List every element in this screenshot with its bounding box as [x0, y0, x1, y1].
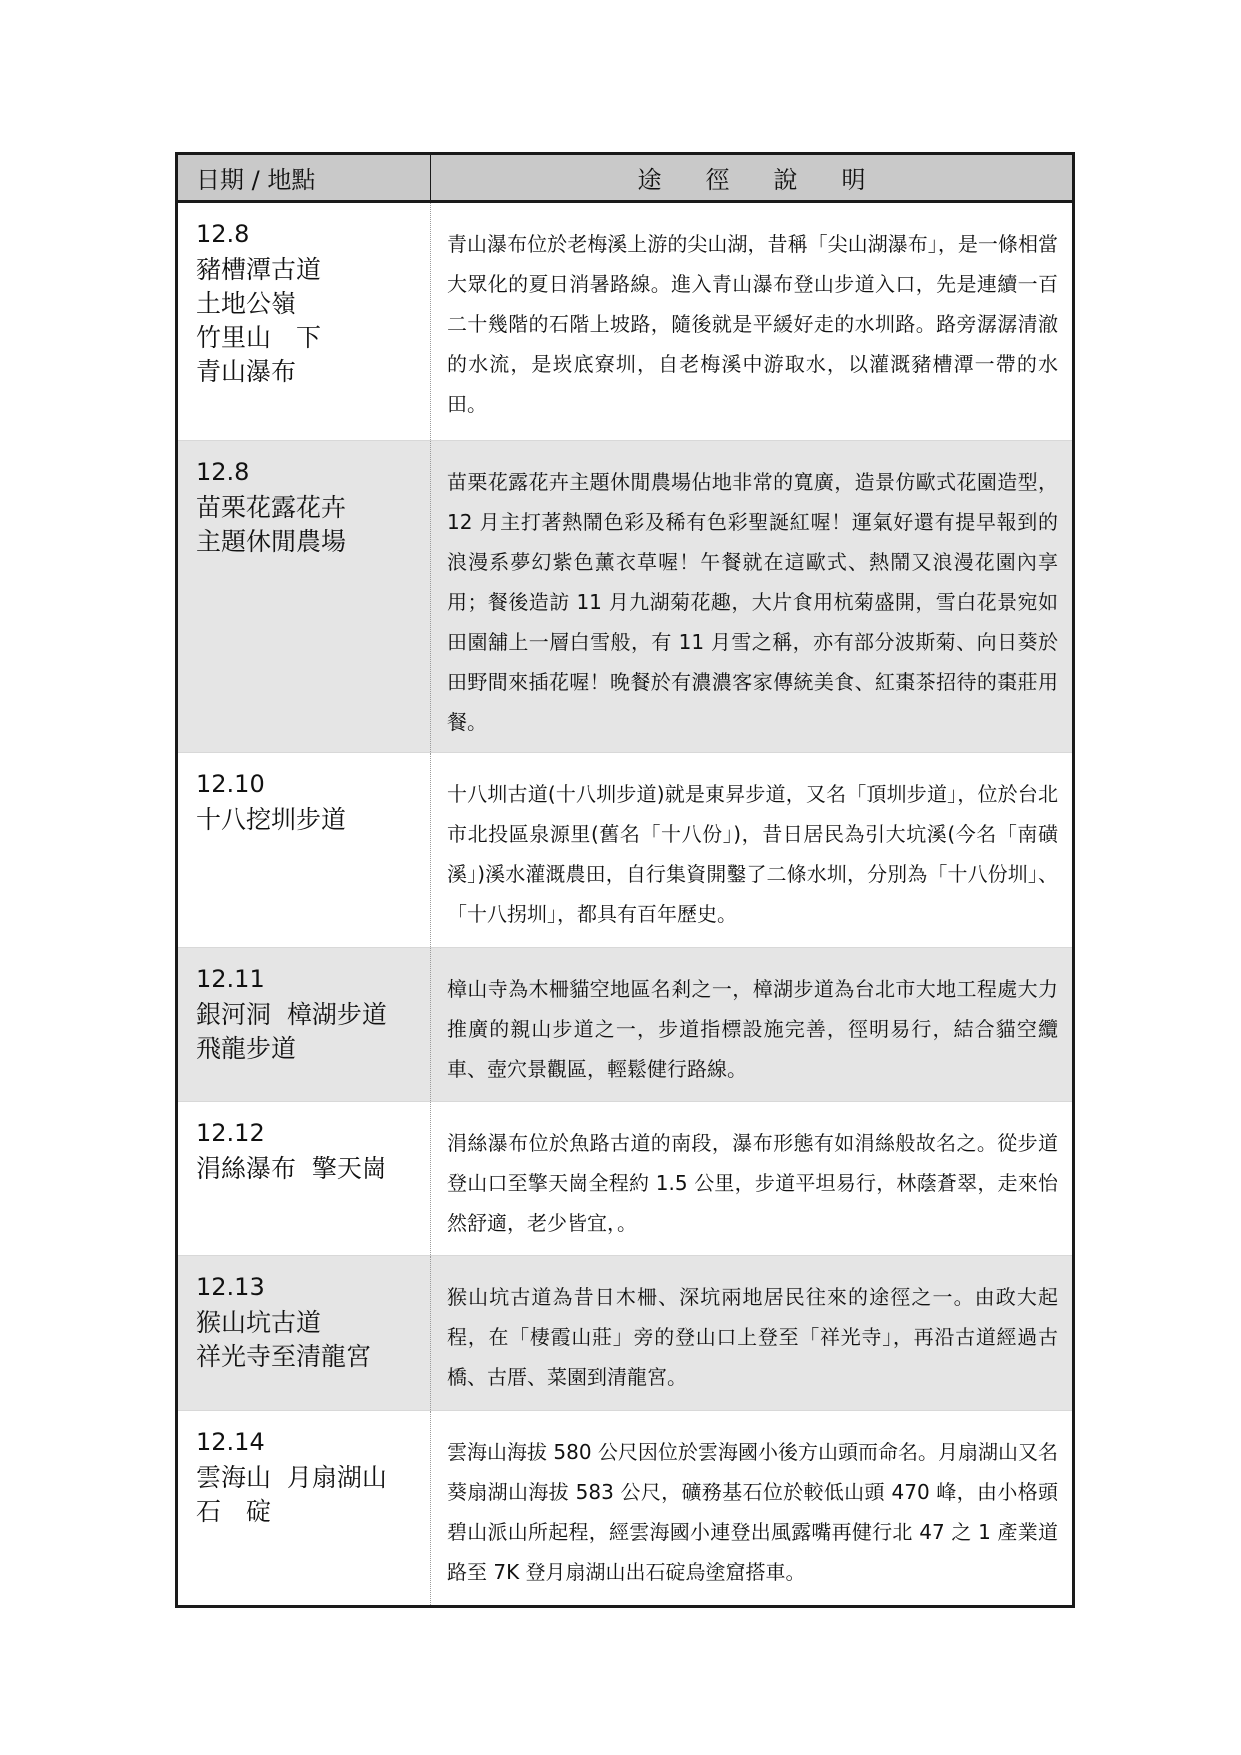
row-description: 雲海山海拔 580 公尺因位於雲海國小後方山頭而命名。月扇湖山又名葵扇湖山海拔 583 公尺，礦務基石位於較低山頭 470 峰，由小格頭碧山派山所起程，經雲海國小連登出風露嘴再健行北 47 之 1 產業道路至 7K 登月扇湖山出石碇烏塗窟搭車。: [447, 1440, 1058, 1584]
row-place: 十八挖圳步道: [196, 805, 347, 834]
row-place: 豬槽潭古道: [196, 255, 322, 284]
table-header: [178, 155, 1072, 203]
row-place: 飛龍步道: [196, 1034, 297, 1063]
header-date-place: 日期 / 地點: [178, 155, 431, 200]
date-place-cell: [178, 441, 431, 752]
row-place: 土地公嶺: [196, 289, 297, 318]
row-place: 竹里山 下: [196, 323, 322, 352]
table-row: [178, 752, 1072, 947]
table-row: [178, 1101, 1072, 1255]
row-place: 涓絲瀑布 擎天崗: [196, 1154, 387, 1183]
table-row: [178, 440, 1072, 752]
row-date: 12.10: [196, 770, 265, 798]
date-place-cell: [178, 1102, 431, 1255]
row-description: 青山瀑布位於老梅溪上游的尖山湖，昔稱「尖山湖瀑布」，是一條相當大眾化的夏日消暑路線。進入青山瀑布登山步道入口，先是連續一百二十幾階的石階上坡路，隨後就是平緩好走的水圳路。路旁潺潺清澈的水流，是崁底寮圳，自老梅溪中游取水，以灌溉豬槽潭一帶的水田。: [447, 232, 1058, 416]
row-place: 猴山坑古道: [196, 1308, 322, 1337]
table-row: [178, 1255, 1072, 1410]
table-row: [178, 1410, 1072, 1605]
row-description: 涓絲瀑布位於魚路古道的南段，瀑布形態有如涓絲般故名之。從步道登山口至擎天崗全程約 1.5 公里，步道平坦易行，林蔭蒼翠，走來怡然舒適，老少皆宜，。: [447, 1131, 1058, 1235]
row-date: 12.11: [196, 965, 265, 993]
date-place-cell: [178, 1411, 431, 1605]
date-place-cell: [178, 948, 431, 1101]
row-place: 銀河洞 樟湖步道: [196, 1000, 387, 1029]
row-description: 猴山坑古道為昔日木柵、深坑兩地居民往來的途徑之一。由政大起程，在「棲霞山莊」旁的登山口上登至「祥光寺」，再沿古道經過古橋、古厝、菜園到清龍宮。: [447, 1285, 1058, 1389]
header-route-description: 途徑說明: [637, 166, 910, 194]
row-date: 12.8: [196, 220, 250, 248]
row-place: 石 碇: [196, 1497, 272, 1526]
date-place-cell: [178, 753, 431, 947]
row-place: 主題休閒農場: [196, 527, 347, 556]
row-date: 12.14: [196, 1428, 265, 1456]
row-place: 青山瀑布: [196, 357, 297, 386]
row-place: 苗栗花露花卉: [196, 493, 347, 522]
table-row: [178, 947, 1072, 1101]
row-place: 雲海山 月扇湖山: [196, 1463, 387, 1492]
row-place: 祥光寺至清龍宮: [196, 1342, 372, 1371]
date-place-cell: [178, 203, 431, 440]
row-description: 樟山寺為木柵貓空地區名剎之一，樟湖步道為台北市大地工程處大力推廣的親山步道之一，步道指標設施完善，徑明易行，結合貓空纜車、壺穴景觀區，輕鬆健行路線。: [447, 977, 1058, 1081]
row-description: 苗栗花露花卉主題休閒農場佔地非常的寬廣，造景仿歐式花園造型，12 月主打著熱鬧色彩及稀有色彩聖誕紅喔！運氣好還有提早報到的浪漫系夢幻紫色薰衣草喔！午餐就在這歐式、熱鬧又浪漫花園內享用；餐後造訪 11 月九湖菊花趣，大片食用杭菊盛開，雪白花景宛如田園舖上一層白雪般，有 11 月雪之稱，亦有部分波斯菊、向日葵於田野間來插花喔！晚餐於有濃濃客家傳統美食、紅棗茶招待的棗莊用餐。: [447, 470, 1058, 734]
row-date: 12.8: [196, 458, 250, 486]
row-description: 十八圳古道(十八圳步道)就是東昇步道，又名「頂圳步道」，位於台北市北投區泉源里(舊名「十八份」)，昔日居民為引大坑溪(今名「南磺溪」)溪水灌溉農田，自行集資開鑿了二條水圳，分別為「十八份圳」、「十八拐圳」，都具有百年歷史。: [447, 782, 1058, 926]
itinerary-table: [175, 152, 1075, 1608]
table-row: [178, 203, 1072, 440]
row-date: 12.13: [196, 1273, 265, 1301]
row-date: 12.12: [196, 1119, 265, 1147]
date-place-cell: [178, 1256, 431, 1410]
